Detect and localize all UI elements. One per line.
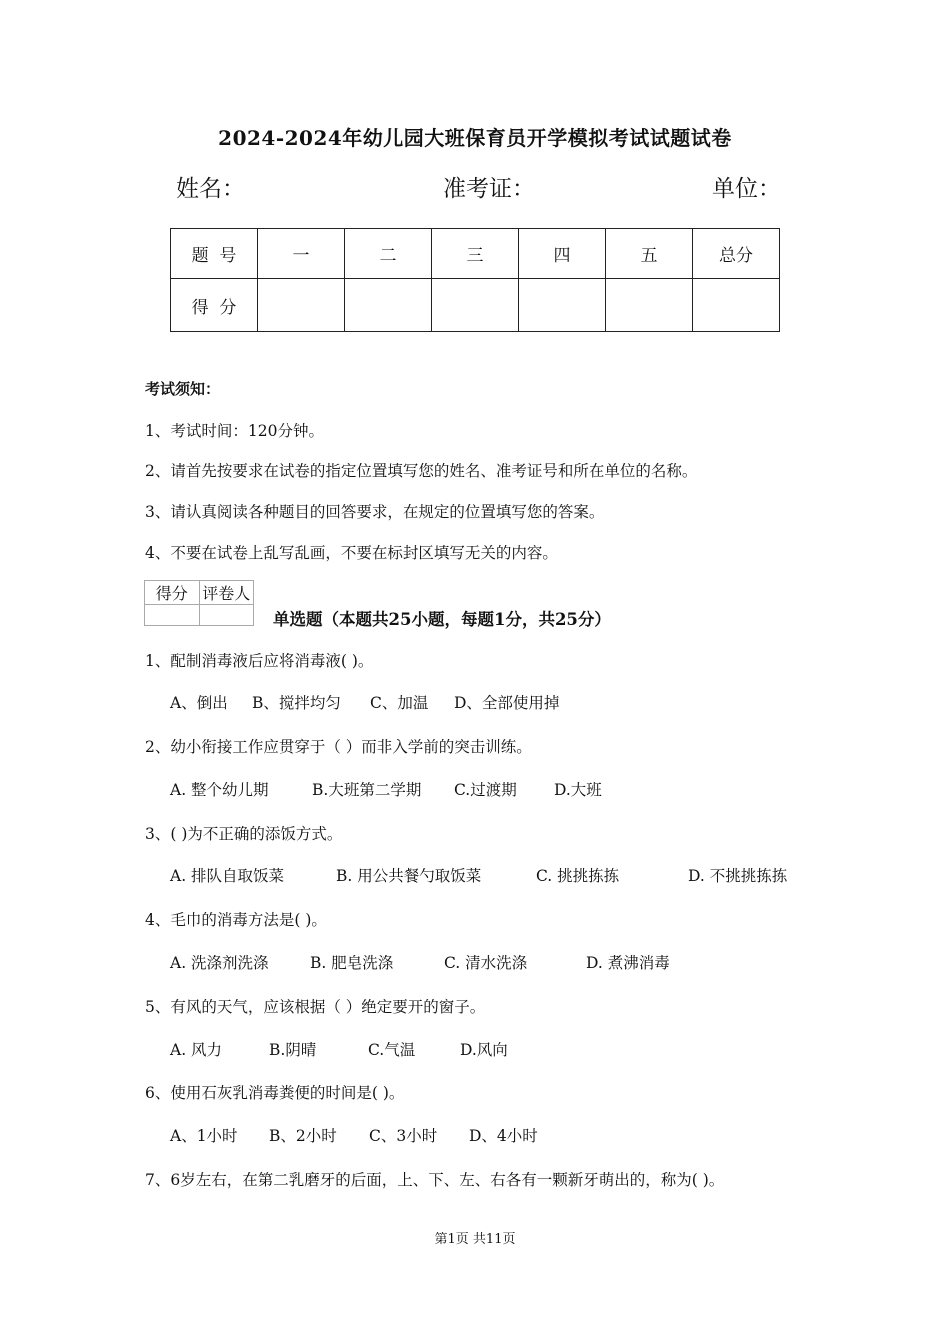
option[interactable]: C、加温 xyxy=(370,694,429,712)
score-table-cell: 总分 xyxy=(693,229,780,279)
unit-label: 单位： xyxy=(712,176,781,202)
score-entry-cell[interactable] xyxy=(432,279,519,332)
score-table xyxy=(170,228,780,332)
option[interactable]: A. 整个幼儿期 xyxy=(170,781,269,799)
score-table-score-row xyxy=(171,279,780,332)
candidate-fields xyxy=(0,170,950,206)
score-table-cell: 五 xyxy=(606,229,693,279)
page-number: 第1页 共11页 xyxy=(434,1232,516,1247)
option[interactable]: A、1小时 xyxy=(170,1127,238,1145)
option[interactable]: B.大班第二学期 xyxy=(312,781,422,799)
score-table-cell: 题 号 xyxy=(171,229,258,279)
question-stem: 6、使用石灰乳消毒粪便的时间是( )。 xyxy=(145,1084,405,1102)
score-table-cell: 得 分 xyxy=(171,279,258,332)
exam-number-label: 准考证： xyxy=(443,176,535,202)
option[interactable]: B.阴晴 xyxy=(269,1041,317,1059)
score-table-header-row xyxy=(171,229,780,279)
option[interactable]: D、全部使用掉 xyxy=(454,694,560,712)
score-table-cell: 一 xyxy=(258,229,345,279)
option[interactable]: C. 清水洗涤 xyxy=(444,954,528,972)
option[interactable]: D.大班 xyxy=(554,781,602,799)
name-label: 姓名： xyxy=(176,176,245,202)
option[interactable]: C、3小时 xyxy=(369,1127,438,1145)
question-options xyxy=(170,864,787,886)
notice-title: 考试须知： xyxy=(145,380,221,398)
question-stem: 1、配制消毒液后应将消毒液( )。 xyxy=(145,652,374,670)
score-table-cell: 二 xyxy=(345,229,432,279)
score-entry-cell[interactable] xyxy=(519,279,606,332)
notice-item: 4、不要在试卷上乱写乱画，不要在标封区填写无关的内容。 xyxy=(145,544,558,562)
grader-score-cell[interactable] xyxy=(145,605,200,626)
question-stem: 3、( )为不正确的添饭方式。 xyxy=(145,825,343,843)
question-stem: 5、有风的天气，应该根据（ ）绝定要开的窗子。 xyxy=(145,998,486,1016)
option[interactable]: C.过渡期 xyxy=(454,781,517,799)
option[interactable]: A、倒出 xyxy=(170,694,228,712)
notice-item: 1、考试时间：120分钟。 xyxy=(145,422,324,440)
grader-name-label: 评卷人 xyxy=(199,581,254,605)
score-entry-cell[interactable] xyxy=(693,279,780,332)
score-table-cell: 四 xyxy=(519,229,606,279)
option[interactable]: D. 煮沸消毒 xyxy=(586,954,670,972)
notice-item: 2、请首先按要求在试卷的指定位置填写您的姓名、准考证号和所在单位的名称。 xyxy=(145,462,698,480)
score-table-cell: 三 xyxy=(432,229,519,279)
option[interactable]: B. 肥皂洗涤 xyxy=(310,954,394,972)
option[interactable]: A. 风力 xyxy=(170,1041,223,1059)
score-entry-cell[interactable] xyxy=(606,279,693,332)
score-entry-cell[interactable] xyxy=(345,279,432,332)
grader-box xyxy=(144,580,254,626)
option[interactable]: B. 用公共餐勺取饭菜 xyxy=(336,867,482,885)
option[interactable]: C.气温 xyxy=(368,1041,416,1059)
grader-score-label: 得分 xyxy=(145,581,200,605)
question-stem: 2、幼小衔接工作应贯穿于（ ）而非入学前的突击训练。 xyxy=(145,738,532,756)
question-options xyxy=(170,691,559,713)
option[interactable]: D、4小时 xyxy=(469,1127,538,1145)
page-title: 2024-2024年幼儿园大班保育员开学模拟考试试题试卷 xyxy=(218,126,732,150)
notice-item: 3、请认真阅读各种题目的回答要求，在规定的位置填写您的答案。 xyxy=(145,503,605,521)
question-options xyxy=(170,1124,538,1146)
option[interactable]: B、搅拌均匀 xyxy=(252,694,341,712)
question-options xyxy=(170,1038,508,1060)
grader-name-cell[interactable] xyxy=(199,605,254,626)
option[interactable]: C. 挑挑拣拣 xyxy=(536,867,620,885)
score-entry-cell[interactable] xyxy=(258,279,345,332)
section-title: 单选题（本题共25小题，每题1分，共25分） xyxy=(273,610,611,629)
option[interactable]: D.风向 xyxy=(460,1041,508,1059)
question-stem: 4、毛巾的消毒方法是( )。 xyxy=(145,911,327,929)
question-stem: 7、6岁左右，在第二乳磨牙的后面，上、下、左、右各有一颗新牙萌出的，称为( )。 xyxy=(145,1171,725,1189)
option[interactable]: D. 不挑挑拣拣 xyxy=(688,867,788,885)
question-options xyxy=(170,778,602,800)
option[interactable]: B、2小时 xyxy=(269,1127,337,1145)
question-options xyxy=(170,951,670,973)
option[interactable]: A. 洗涤剂洗涤 xyxy=(170,954,269,972)
option[interactable]: A. 排队自取饭菜 xyxy=(170,867,285,885)
